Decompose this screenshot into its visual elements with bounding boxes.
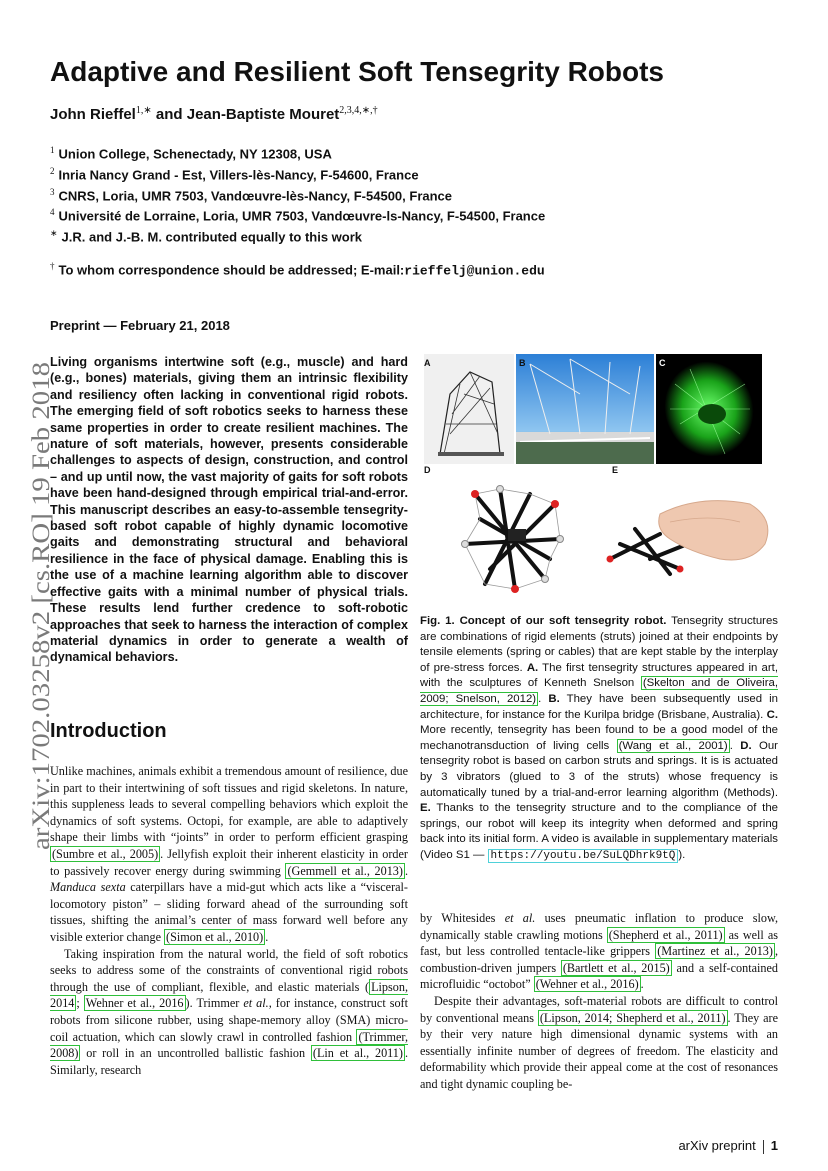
citation-link[interactable]: (Lin et al., 2011) xyxy=(312,1046,403,1061)
panel-e-hand-robot-image xyxy=(602,472,774,600)
affiliation-3 xyxy=(50,184,545,205)
intro-paragraph-3: by Whitesides et al. uses pneumatic inflation to produce slow, dynamically stable crawling motions (Shepherd et al., 2011) as well as fast, but less controlled tentacle-like grippers (Martinez et al., 2013) , combustion-driven jumpers (Bartlett et al., 2015) and a self-contained microfluidic “octobot” (Wehner et al., 2016) . xyxy=(420,911,779,992)
panel-label-d: D xyxy=(424,465,431,475)
affiliation-number: 2 xyxy=(50,165,55,176)
panel-label-a: A xyxy=(424,358,431,368)
note-text: J.R. and J.-B. M. contributed equally to this work xyxy=(61,229,363,245)
equal-contribution-note xyxy=(50,228,362,244)
citation-link[interactable]: (Skelton and de Oliveira, 2009; Snelson, 2012) xyxy=(420,677,778,705)
panel-b-bridge-image xyxy=(516,354,654,464)
affiliation-text: Union College, Schenectady, NY 12308, USA xyxy=(58,146,332,162)
note-symbol: † xyxy=(50,261,55,271)
section-heading-introduction: Introduction xyxy=(50,720,167,742)
citation-link[interactable]: (Wang et al., 2001) xyxy=(618,739,728,752)
arxiv-stamp-text: arXiv:1702.03258v2 [cs.RO] 19 Feb 2018 xyxy=(28,426,55,850)
citation-link[interactable]: (Lipson, 2014; Shepherd et al., 2011) xyxy=(539,1010,726,1025)
footer-separator xyxy=(763,1140,764,1154)
citation-link[interactable]: Wehner et al., 2016 xyxy=(85,996,184,1011)
affiliation-text: CNRS, Loria, UMR 7503, Vandœuvre-lès-Nancy, F-54500, France xyxy=(58,187,453,203)
citation-link[interactable]: (Trimmer, 2008) xyxy=(50,1029,408,1061)
email-link[interactable]: rieffelj@union.edu xyxy=(404,263,545,279)
panel-c-cell-image xyxy=(651,354,767,469)
intro-paragraph-4: Despite their advantages, soft-material robots are difficult to control by conventional means (Lipson, 2014; Shepherd et al., 2011) . They are by their very nature high dimensional dynamic systems with an essentially infinite number of degrees of freedom. The elasticity and deformability which provide their appeal come at the cost of resonances and tight dynamic coupling be- xyxy=(420,993,779,1091)
author-2: Jean-Baptiste Mouret xyxy=(186,106,340,123)
intro-paragraph-2: Taking inspiration from the natural world, the field of soft robotics seeks to address some of the constraints of conventional rigid robots through the use of compliant, flexible, and elastic materials ( Lipson, 2014 ; Wehner et al., 2016 ). Trimmer et al., for instance, construct soft robots from silicone rubber, using shape-memory alloy (SMA) micro-coil actuation, which can slowly crawl in controlled fashion (Trimmer, 2008) or roll in an uncontrolled ballistic fashion (Lin et al., 2011) . Similarly, research xyxy=(50,946,409,1077)
figure-1 xyxy=(420,354,778,604)
affiliation-number: 1 xyxy=(50,145,55,155)
affiliation-4 xyxy=(50,204,545,225)
page-footer xyxy=(678,1138,778,1154)
affiliation-number: 3 xyxy=(50,186,55,197)
note-symbol: ∗ xyxy=(50,228,58,238)
page-number: 1 xyxy=(770,1138,778,1153)
author-1: John Rieffel xyxy=(50,106,136,123)
citation-link[interactable]: (Martinez et al., 2013) xyxy=(657,944,773,959)
affiliation-list xyxy=(50,142,545,225)
author-2-marks: 2,3,4,∗,† xyxy=(339,105,378,116)
citation-link[interactable]: (Simon et al., 2010) xyxy=(166,929,264,944)
affiliation-1 xyxy=(50,142,545,163)
preprint-date: Preprint — February 21, 2018 xyxy=(50,318,230,333)
correspondence-note xyxy=(50,261,545,278)
paper-title: Adaptive and Resilient Soft Tensegrity Robots xyxy=(50,56,665,87)
figure-1-panels xyxy=(420,354,778,604)
citation-link[interactable]: Lipson, 2014 xyxy=(50,979,408,1011)
citation-link[interactable]: (Shepherd et al., 2011) xyxy=(608,927,723,942)
panel-label-b: B xyxy=(519,358,526,368)
footer-label: arXiv preprint xyxy=(678,1138,756,1153)
panel-label-e: E xyxy=(612,465,619,475)
affiliation-number: 4 xyxy=(50,207,55,218)
citation-link[interactable]: (Sumbre et al., 2005) xyxy=(52,846,159,861)
video-url-link[interactable]: https://youtu.be/SuLQDhrk9tQ xyxy=(488,849,679,863)
panel-label-c: C xyxy=(659,358,666,368)
intro-paragraph-1: Unlike machines, animals exhibit a tremendous amount of resilience, due in part to their intertwining of soft tissues and rigid skeletons. In nature, this suppleness leads to several compelling behaviors which exploit the dynamics of soft systems. Octopi, for example, are able to adaptively shape their limbs with “joints” in order to perform efficient grasping (Sumbre et al., 2005) . Jellyfish exploit their inherent elasticity in order to passively recover energy during swimming (Gemmell et al., 2013) . Manduca sexta caterpillars have a mid-gut which acts like a “visceral-locomotory piston” – sliding forward ahead of the surrounding soft tissues, shifting the animal’s center of mass forward well before any visible exterior change (Simon et al., 2010) . xyxy=(50,764,409,944)
affiliation-text: Inria Nancy Grand - Est, Villers-lès-Nancy, F-54600, France xyxy=(58,167,419,183)
figure-1-caption: Fig. 1. Concept of our soft tensegrity robot. Tensegrity structures are combinations of rigid elements (struts) joined at their endpoints by tensile elements (spring or cables) that are kept stable by the interplay of pre-stress forces. A. The first tensegrity structures appeared in art, with the sculptures of Kenneth Snelson (Skelton and de Oliveira, 2009; Snelson, 2012) . B. They have been subsequently used in architecture, for instance for the Kurilpa bridge (Brisbane, Australia). C. More recently, tensegrity has been found to be a good model of the mechanotransduction of living cells (Wang et al., 2001) . D. Our tensegrity robot is based on carbon struts and springs. It is is actuated by 3 vibrators (glued to 3 of the struts) whose frequency is automatically tuned by a trial-and-error learning algorithm (Methods). E. Thanks to the tensegrity structure and to the compliance of the springs, our robot will keep its integrity when deformed and spring back into its initial form. A video is available in supplementary materials (Video S1 — https://youtu.be/SuLQDhrk9tQ ). xyxy=(420,615,778,862)
citation-link[interactable]: (Wehner et al., 2016) xyxy=(535,977,639,992)
caption-title: Fig. 1. Concept of our soft tensegrity robot. xyxy=(420,615,667,627)
note-text: To whom correspondence should be addressed; E-mail: xyxy=(58,262,405,278)
affiliation-text: Université de Lorraine, Loria, UMR 7503, Vandœuvre-ls-Nancy, F-54500, France xyxy=(58,208,546,224)
author-list xyxy=(50,105,378,123)
affiliation-2 xyxy=(50,163,545,184)
abstract: Living organisms intertwine soft (e.g., muscle) and hard (e.g., bones) materials, giving them an intrinsic flexibility and resiliency often lacking in conventional rigid robots. The emerging field of soft robotics seeks to harness these same properties in order to create resilient machines. The nature of soft materials, however, presents considerable challenges to aspects of design, construction, and control – and up until now, the vast majority of gaits for soft robots have been hand-designed through empirical trial-and-error. This manuscript describes an easy-to-assemble tensegrity-based soft robot capable of highly dynamic locomotive gaits and demonstrating structural and behavioral resilience in the face of physical damage. Enabling this is the use of a machine learning algorithm able to discover effective gaits with a minimal number of physical trials. These results lend further credence to soft-robotic approaches that seek to harness the interaction of complex material dynamics in order to generate a wealth of dynamical behaviors. xyxy=(50,355,408,665)
citation-link[interactable]: (Bartlett et al., 2015) xyxy=(562,960,670,975)
panel-d-robot-image xyxy=(424,472,596,600)
author-conjunction: and xyxy=(151,106,187,123)
citation-link[interactable]: (Gemmell et al., 2013) xyxy=(287,863,403,878)
panel-a-sculpture-image xyxy=(424,354,514,464)
author-1-marks: 1,∗ xyxy=(135,105,152,116)
intro-right-column xyxy=(420,910,778,1093)
intro-left-column xyxy=(50,763,408,1078)
